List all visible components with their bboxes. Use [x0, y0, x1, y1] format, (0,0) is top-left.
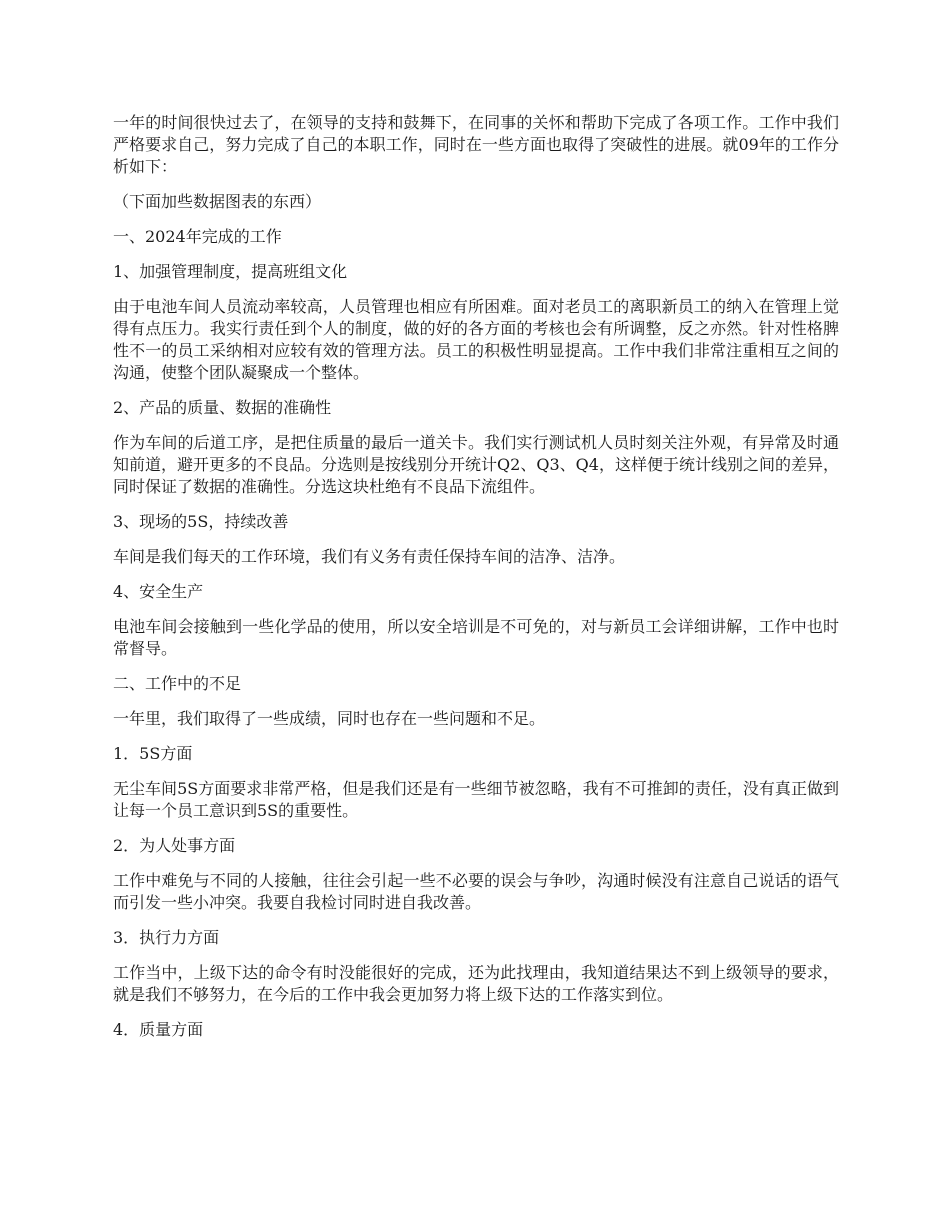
- body-paragraph-1-4: 电池车间会接触到一些化学品的使用，所以安全培训是不可免的，对与新员工会详细讲解，工作中也时常督导。: [113, 617, 839, 658]
- body-paragraph-1-3: 车间是我们每天的工作环境，我们有义务有责任保持车间的洁净、洁净。: [113, 547, 626, 566]
- subheading-2-1: 1．5S方面: [113, 744, 193, 763]
- body-paragraph-2-3: 工作当中，上级下达的命令有时没能很好的完成，还为此找理由，我知道结果达不到上级领导的要求，就是我们不够努力，在今后的工作中我会更加努力将上级下达的工作落实到位。: [113, 963, 839, 1004]
- note-paragraph: （下面加些数据图表的东西）: [113, 192, 322, 211]
- intro-paragraph: 一年的时间很快过去了，在领导的支持和鼓舞下，在同事的关怀和帮助下完成了各项工作。工作中我们严格要求自己，努力完成了自己的本职工作，同时在一些方面也取得了突破性的进展。就09年的工作分析如下：: [113, 113, 839, 176]
- body-paragraph-2-1: 无尘车间5S方面要求非常严格，但是我们还是有一些细节被忽略，我有不可推卸的责任，没有真正做到让每一个员工意识到5S的重要性。: [113, 779, 839, 820]
- section-heading-1: 一、2024年完成的工作: [113, 227, 282, 246]
- body-paragraph-1-2: 作为车间的后道工序，是把住质量的最后一道关卡。我们实行测试机人员时刻关注外观，有异常及时通知前道，避开更多的不良品。分选则是按线别分开统计Q2、Q3、Q4，这样便于统计线别之间的差异，同时保证了数据的准确性。分选这块杜绝有不良品下流组件。: [113, 433, 839, 496]
- body-paragraph-2-2: 工作中难免与不同的人接触，往往会引起一些不必要的误会与争吵，沟通时候没有注意自己说话的语气而引发一些小冲突。我要自我检讨同时进自我改善。: [113, 871, 839, 912]
- subheading-1-3: 3、现场的5S，持续改善: [113, 512, 289, 531]
- body-paragraph-1-1: 由于电池车间人员流动率较高，人员管理也相应有所困难。面对老员工的离职新员工的纳入在管理上觉得有点压力。我实行责任到个人的制度，做的好的各方面的考核也会有所调整，反之亦然。针对性格脾性不一的员工采纳相对应较有效的管理方法。员工的积极性明显提高。工作中我们非常注重相互之间的沟通，使整个团队凝聚成一个整体。: [113, 297, 839, 382]
- subheading-2-4: 4．质量方面: [113, 1020, 204, 1039]
- subheading-2-2: 2．为人处事方面: [113, 836, 236, 855]
- document-page: [113, 112, 839, 1054]
- subheading-1-1: 1、加强管理制度，提高班组文化: [113, 262, 348, 281]
- subheading-2-3: 3．执行力方面: [113, 928, 220, 947]
- body-paragraph-2-intro: 一年里，我们取得了一些成绩，同时也存在一些问题和不足。: [113, 709, 546, 728]
- subheading-1-2: 2、产品的质量、数据的准确性: [113, 398, 332, 417]
- section-heading-2: 二、工作中的不足: [113, 674, 242, 693]
- subheading-1-4: 4、安全生产: [113, 582, 204, 601]
